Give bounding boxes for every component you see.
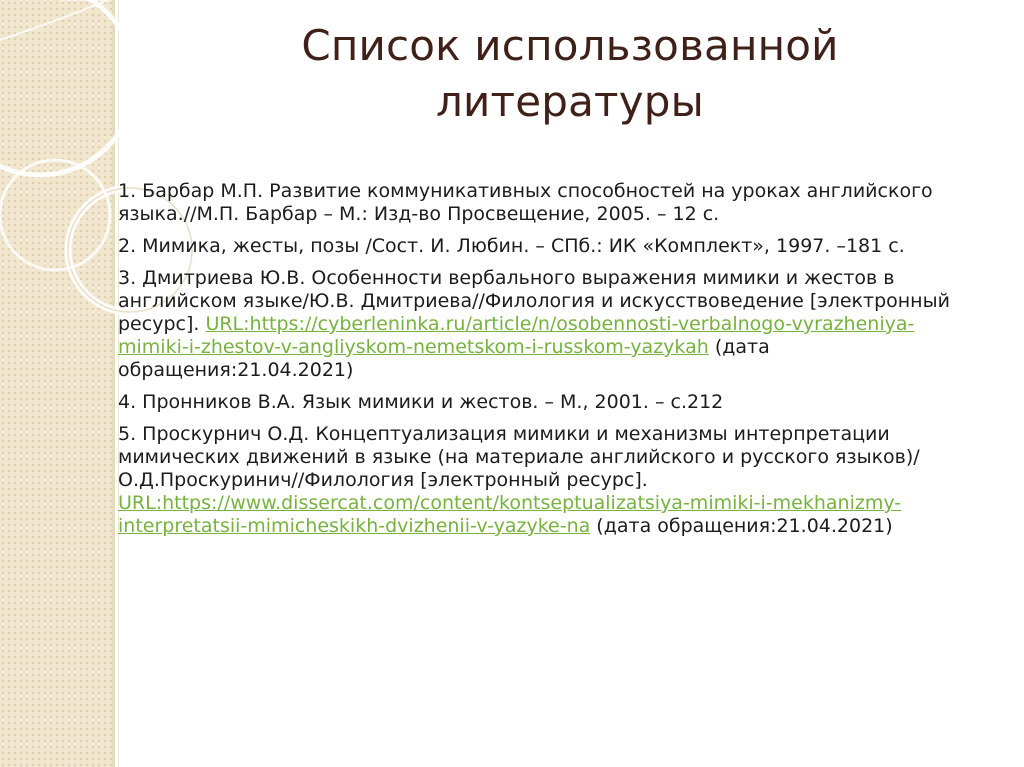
reference-item-2: 2. Мимика, жесты, позы /Сост. И. Любин. – СПб.: ИК «Комплект», 1997. –181 с. bbox=[118, 235, 905, 257]
reference-link[interactable]: URL:https://www.dissercat.com/content/kontseptualizatsiya-mimiki-i-mekhanizmy-interpretatsii-mimicheskikh-dvizhenii-v-yazyke-na bbox=[118, 492, 902, 537]
reference-list bbox=[118, 180, 968, 547]
title-line-1: Список использованной bbox=[301, 21, 839, 70]
slide-title bbox=[230, 18, 910, 130]
reference-item-1: 1. Барбар М.П. Развитие коммуникативных способностей на уроках английского языка.//М.П. Барбар – М.: Изд-во Просвещение, 2005. – 12 с. bbox=[118, 180, 933, 225]
reference-item-4: 4. Пронников В.А. Язык мимики и жестов. – М., 2001. – с.212 bbox=[118, 391, 724, 413]
reference-access-date: (дата обращения:21.04.2021) bbox=[118, 336, 770, 381]
reference-text: 3. Дмитриева Ю.В. Особенности вербального выражения мимики и жестов в английском языке/Ю.В. Дмитриева//Филология и искусствоведение [электронный ресурс]. bbox=[118, 267, 950, 335]
reference-item-3 bbox=[118, 267, 968, 382]
reference-text: 5. Проскурнич О.Д. Концептуализация мимики и механизмы интерпретации мимических движений в языке (на материале английского и русского языков)/О.Д.Проскуринич//Филология [электронный ресурс]. bbox=[118, 423, 920, 491]
reference-access-date: (дата обращения:21.04.2021) bbox=[590, 515, 893, 537]
title-line-2: литературы bbox=[436, 77, 704, 126]
reference-item-5 bbox=[118, 423, 968, 538]
reference-link[interactable]: URL:https://cyberleninka.ru/article/n/osobennosti-verbalnogo-vyrazheniya-mimiki-i-zhestov-v-angliyskom-nemetskom-i-russkom-yazykah bbox=[118, 313, 915, 358]
